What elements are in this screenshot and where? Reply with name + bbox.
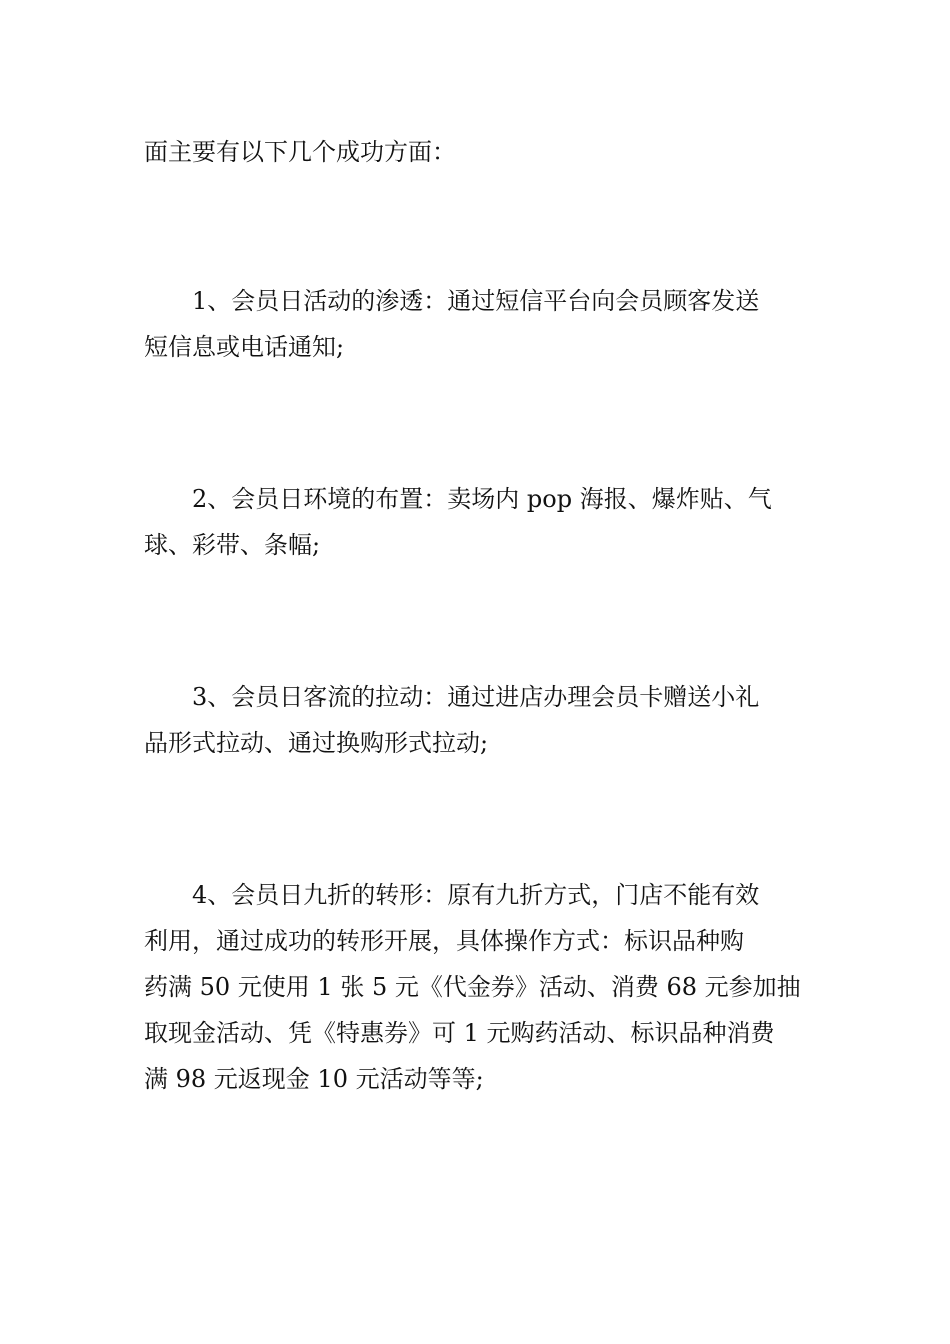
text-line: 2、会员日环境的布置：卖场内 pop 海报、爆炸贴、气 bbox=[192, 485, 772, 513]
text-line: 取现金活动、凭《特惠券》可 1 元购药活动、标识品种消费 bbox=[144, 1019, 775, 1047]
text-line: 短信息或电话通知; bbox=[144, 333, 345, 361]
text-line: 4、会员日九折的转形：原有九折方式，门店不能有效 bbox=[192, 881, 760, 909]
text-line: 1、会员日活动的渗透：通过短信平台向会员顾客发送 bbox=[192, 287, 760, 315]
text-line: 满 98 元返现金 10 元活动等等; bbox=[144, 1065, 484, 1093]
text-line: 面主要有以下几个成功方面： bbox=[144, 138, 456, 166]
text-line: 球、彩带、条幅; bbox=[144, 531, 321, 559]
paragraph-item-3 bbox=[144, 674, 808, 766]
text-line: 3、会员日客流的拉动：通过进店办理会员卡赠送小礼 bbox=[192, 683, 760, 711]
text-line: 利用，通过成功的转形开展，具体操作方式：标识品种购 bbox=[144, 927, 744, 955]
text-line: 品形式拉动、通过换购形式拉动; bbox=[144, 729, 489, 757]
paragraph-item-2 bbox=[144, 476, 808, 568]
paragraph-item-1 bbox=[144, 278, 808, 370]
paragraph-item-4 bbox=[144, 872, 808, 1102]
text-line: 药满 50 元使用 1 张 5 元《代金券》活动、消费 68 元参加抽 bbox=[144, 973, 801, 1001]
paragraph-intro bbox=[144, 129, 808, 175]
